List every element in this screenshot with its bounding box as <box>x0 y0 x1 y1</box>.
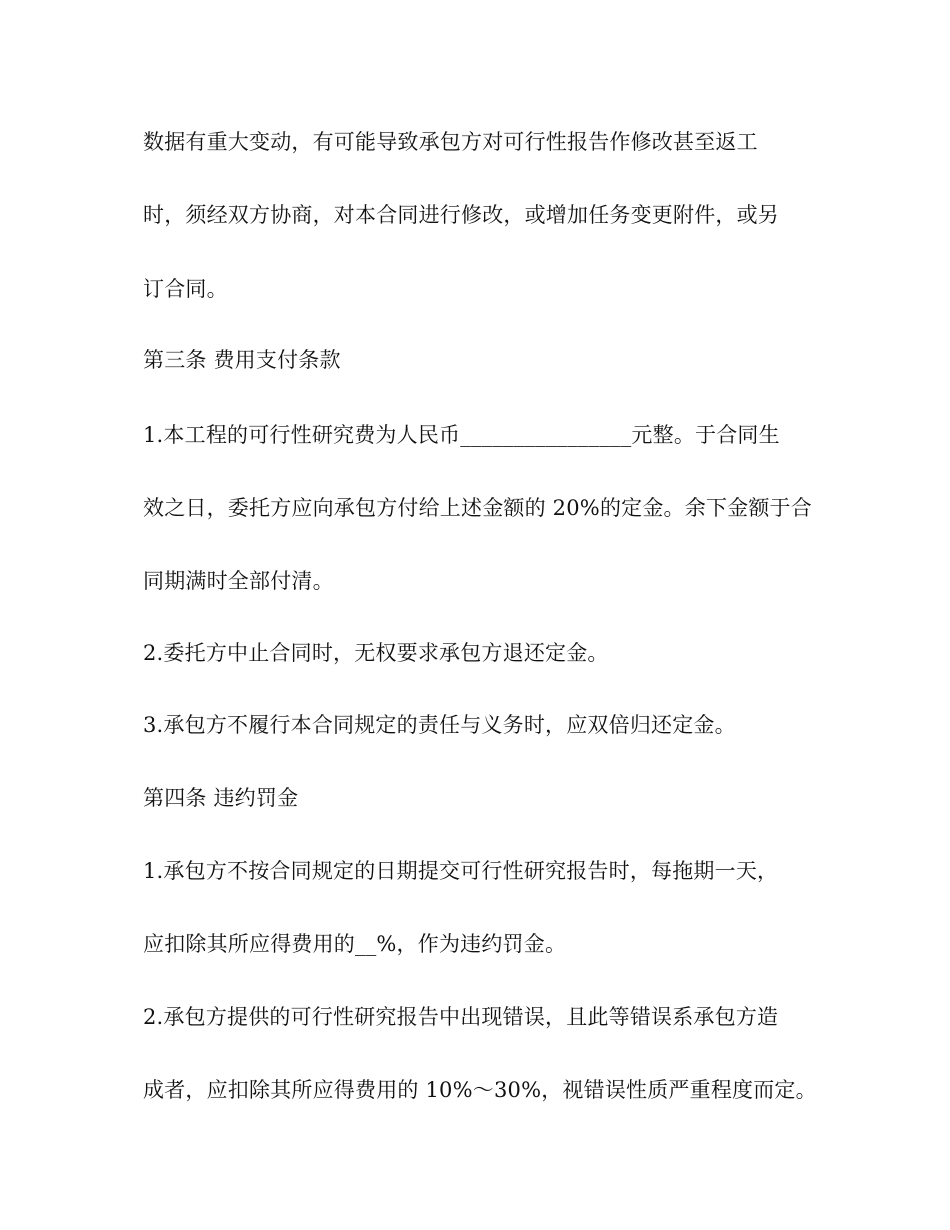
paragraph-line: 2.委托方中止合同时，无权要求承包方退还定金。 <box>143 641 609 665</box>
section-heading: 第四条 违约罚金 <box>143 786 299 810</box>
paragraph-line: 数据有重大变动，有可能导致承包方对可行性报告作修改甚至返工 <box>143 130 758 154</box>
paragraph-line: 同期满时全部付清。 <box>143 569 334 593</box>
section-heading: 第三条 费用支付条款 <box>143 348 341 372</box>
paragraph-line: 1.本工程的可行性研究费为人民币________________元整。于合同生 <box>143 423 780 447</box>
paragraph-line: 应扣除其所应得费用的__%，作为违约罚金。 <box>143 932 567 956</box>
paragraph-line: 时，须经双方协商，对本合同进行修改，或增加任务变更附件，或另 <box>143 203 779 227</box>
paragraph-line: 订合同。 <box>143 277 228 301</box>
paragraph-line: 3.承包方不履行本合同规定的责任与义务时，应双倍归还定金。 <box>143 713 736 737</box>
paragraph-line: 2.承包方提供的可行性研究报告中出现错误，且此等错误系承包方造 <box>143 1005 779 1029</box>
paragraph-line: 效之日，委托方应向承包方付给上述金额的 20%的定金。余下金额于合 <box>143 496 812 520</box>
paragraph-line: 1.承包方不按合同规定的日期提交可行性研究报告时，每拖期一天， <box>143 859 779 883</box>
paragraph-line: 成者，应扣除其所应得费用的 10%～30%，视错误性质严重程度而定。 <box>143 1078 817 1102</box>
